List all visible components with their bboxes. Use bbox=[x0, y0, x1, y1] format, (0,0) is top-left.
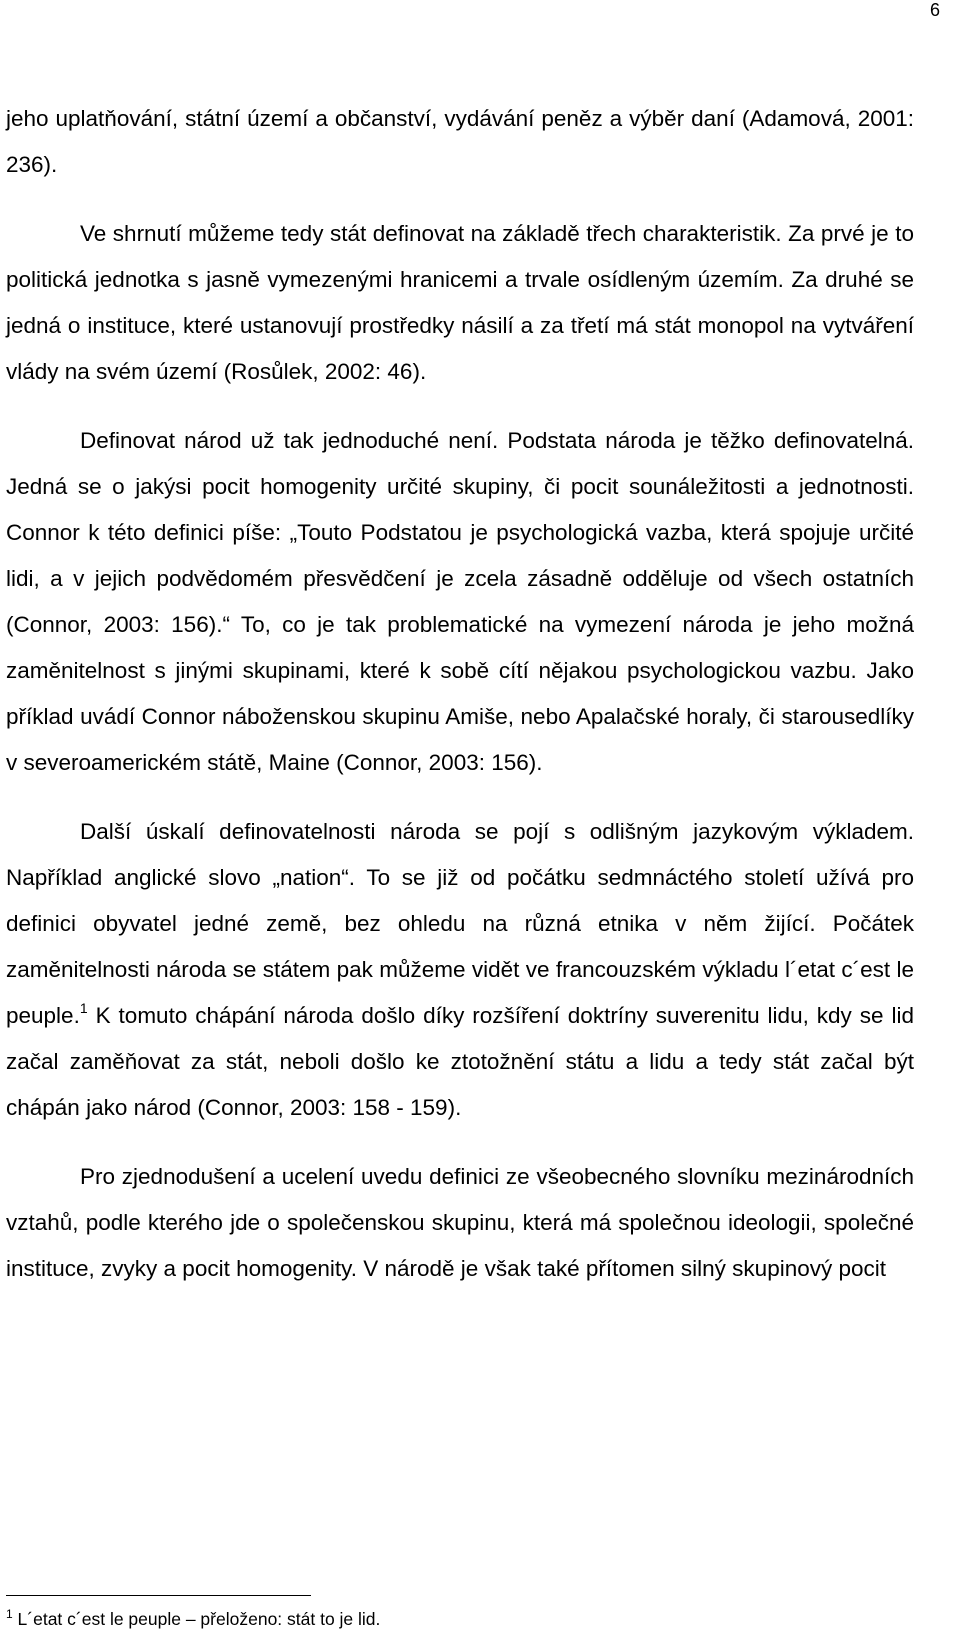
paragraph-2: Ve shrnutí můžeme tedy stát definovat na základě třech charakteristik. Za prvé je to politická jednotka s jasně vymezenými hranicemi a trvale osídleným územím. Za druhé se jedná o instituce, které ustanovují prostředky násilí a za třetí má stát monopol na vytváření vlády na svém území (Rosůlek, 2002: 46). bbox=[6, 221, 914, 384]
footnote bbox=[6, 1608, 380, 1630]
footnote-marker: 1 bbox=[6, 1607, 13, 1621]
paragraph-4-text-after-note: K tomuto chápání národa došlo díky rozšíření doktríny suverenitu lidu, kdy se lid začal zaměňovat za stát, neboli došlo ke ztotožnění státu a lidu a tedy stát začal být chápán jako národ (Connor, 2003: 158 - 159). bbox=[6, 1003, 914, 1120]
footnote-reference: 1 bbox=[79, 1000, 88, 1016]
paragraph-5: Pro zjednodušení a ucelení uvedu definici ze všeobecného slovníku mezinárodních vztahů, podle kterého jde o společenskou skupinu, která má společnou ideologii, společné instituce, zvyky a pocit homogenity. V národě je však také přítomen silný skupinový pocit bbox=[6, 1164, 914, 1281]
paragraph-4 bbox=[6, 809, 914, 1131]
page-number: 6 bbox=[929, 0, 940, 20]
body-text bbox=[6, 96, 914, 1315]
footnote-text: L´etat c´est le peuple – přeloženo: stát to je lid. bbox=[12, 1609, 381, 1629]
footnote-separator bbox=[6, 1595, 311, 1596]
paragraph-3: Definovat národ už tak jednoduché není. Podstata národa je těžko definovatelná. Jedná se o jakýsi pocit homogenity určité skupiny, či pocit sounáležitosti a jednotnosti. Connor k této definici píše: „Touto Podstatou je psychologická vazba, která spojuje určité lidi, a v jejich podvědomém přesvědčení je zcela zásadně odděluje od všech ostatních (Connor, 2003: 156).“ To, co je tak problematické na vymezení národa je jeho možná zaměnitelnost s jinými skupinami, které k sobě cítí nějakou psychologickou vazbu. Jako příklad uvádí Connor náboženskou skupinu Amiše, nebo Apalačské horaly, či starousedlíky v severoamerickém státě, Maine (Connor, 2003: 156). bbox=[6, 428, 914, 775]
paragraph-4-text-before-note: Další úskalí definovatelnosti národa se pojí s odlišným jazykovým výkladem. Například anglické slovo „nation“. To se již od počátku sedmnáctého století užívá pro definici obyvatel jedné země, bez ohledu na různá etnika v něm žijící. Počátek zaměnitelnosti národa se státem pak můžeme vidět ve francouzském výkladu l´etat c´est le peuple. bbox=[6, 819, 914, 1028]
paragraph-1: jeho uplatňování, státní území a občanství, vydávání peněz a výběr daní (Adamová, 2001: 236). bbox=[6, 106, 914, 177]
